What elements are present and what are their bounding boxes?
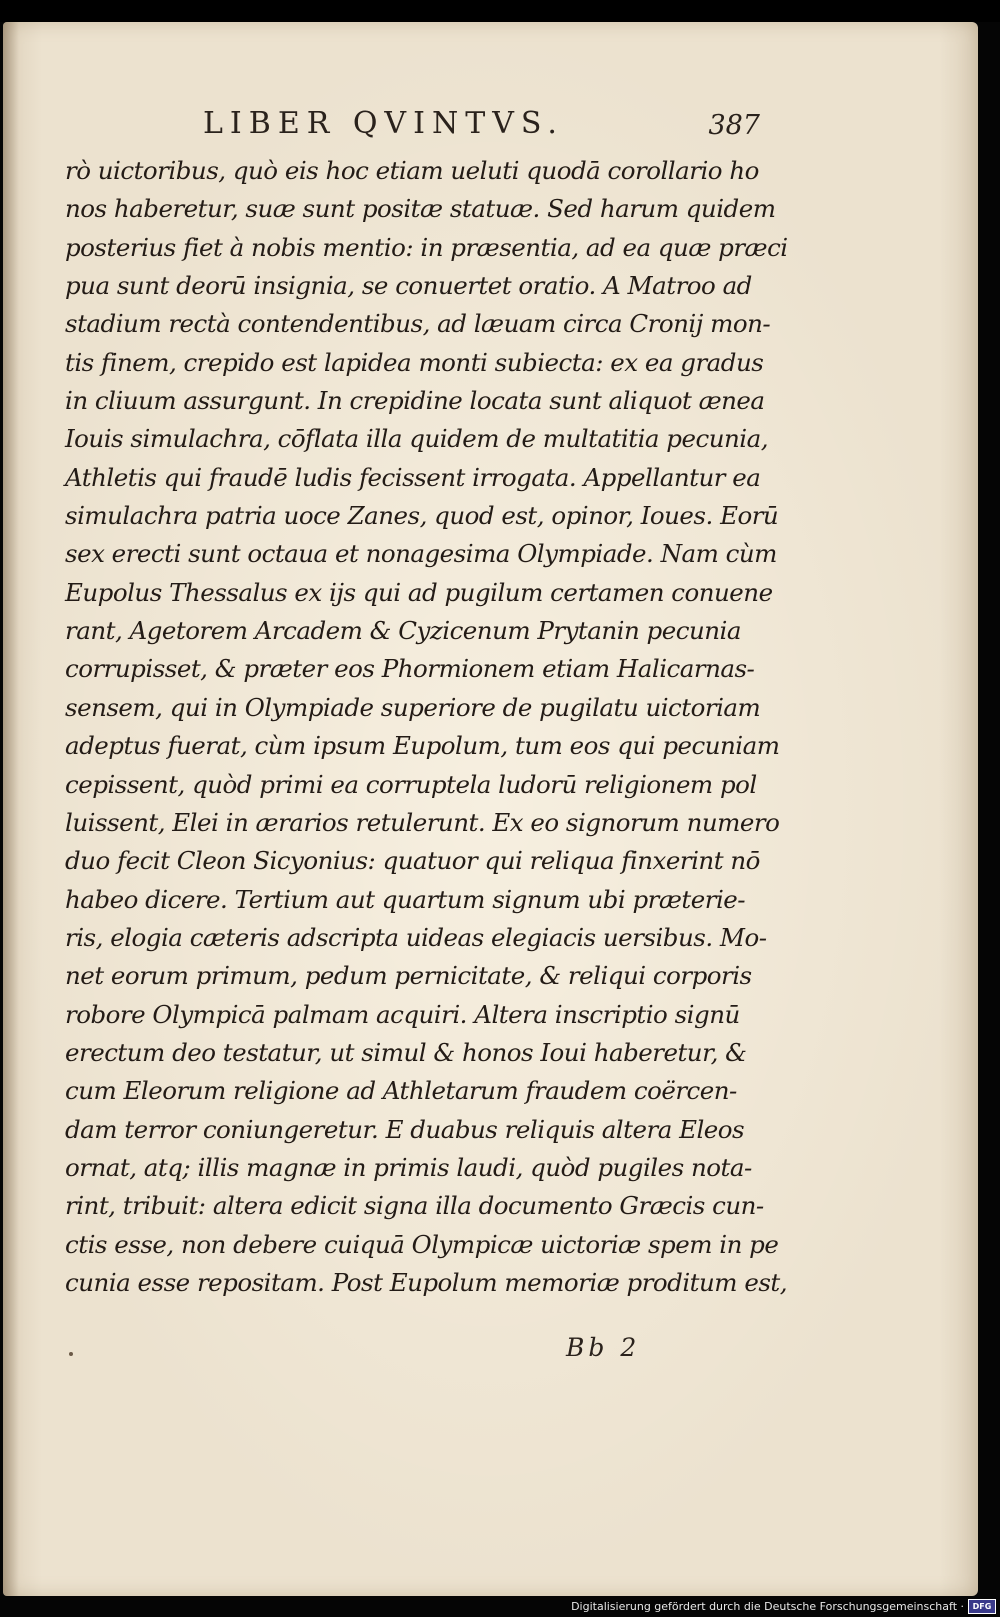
body-text bbox=[65, 152, 788, 1302]
text-line: ris, elogia cæteris adscripta uideas elegiacis uersibus. Mo- bbox=[65, 922, 767, 952]
text-line: ornat, atq; illis magnæ in primis laudi, quòd pugiles nota- bbox=[65, 1152, 752, 1182]
text-line: cunia esse repositam. Post Eupolum memoriæ proditum est, bbox=[65, 1267, 788, 1297]
text-line: ctis esse, non debere cuiquā Olympicæ uictoriæ spem in pe bbox=[65, 1229, 779, 1259]
text-line: Athletis qui fraudē ludis fecissent irrogata. Appellantur ea bbox=[65, 462, 761, 492]
text-line: rò uictoribus, quò eis hoc etiam ueluti quodā corollario ho bbox=[65, 156, 759, 185]
text-line: pua sunt deorū insignia, se conuertet oratio. A Matroo ad bbox=[65, 271, 752, 301]
page-number: 387 bbox=[708, 110, 760, 141]
text-line: net eorum primum, pedum pernicitate, & reliqui corporis bbox=[65, 961, 752, 991]
text-line: duo fecit Cleon Sicyonius: quatuor qui reliqua finxerint nō bbox=[65, 846, 760, 876]
text-line: Iouis simulachra, cōflata illa quidem de multatitia pecunia, bbox=[65, 424, 769, 454]
text-line: sensem, qui in Olympiade superiore de pugilatu uictoriam bbox=[65, 692, 761, 722]
text-line: robore Olympicā palmam acquiri. Altera inscriptio signū bbox=[65, 999, 740, 1029]
book-page bbox=[3, 22, 978, 1596]
text-line: in cliuum assurgunt. In crepidine locata sunt aliquot ænea bbox=[65, 386, 765, 416]
text-line: Eupolus Thessalus ex ijs qui ad pugilum certamen conuene bbox=[65, 577, 773, 607]
gutter-shadow bbox=[3, 22, 19, 1596]
text-line: corrupisset, & præter eos Phormionem etiam Halicarnas- bbox=[65, 654, 755, 684]
text-line: sex erecti sunt octaua et nonagesima Olympiade. Nam cùm bbox=[65, 539, 777, 569]
text-line: stadium rectà contendentibus, ad læuam circa Cronij mon- bbox=[65, 309, 771, 339]
dfg-logo-icon: DFG bbox=[968, 1599, 996, 1614]
text-line: habeo dicere. Tertium aut quartum signum ubi præterie- bbox=[65, 884, 746, 914]
signature-mark: Bb 2 bbox=[566, 1333, 641, 1362]
text-line: cum Eleorum religione ad Athletarum fraudem coërcen- bbox=[65, 1076, 737, 1106]
text-line: rant, Agetorem Arcadem & Cyzicenum Prytanin pecunia bbox=[65, 616, 741, 646]
text-line: erectum deo testatur, ut simul & honos Ioui haberetur, & bbox=[65, 1037, 747, 1067]
text-line: dam terror coniungeretur. E duabus reliquis altera Eleos bbox=[65, 1114, 745, 1144]
digitization-attribution bbox=[571, 1597, 996, 1615]
text-line: simulachra patria uoce Zanes, quod est, opinor, Ioues. Eorū bbox=[65, 501, 779, 531]
text-line: luissent, Elei in ærarios retulerunt. Ex eo signorum numero bbox=[65, 807, 780, 837]
text-line: tis finem, crepido est lapidea monti subiecta: ex ea gradus bbox=[65, 347, 764, 377]
text-line: adeptus fuerat, cùm ipsum Eupolum, tum eos qui pecuniam bbox=[65, 731, 780, 761]
text-line: cepissent, quòd primi ea corruptela ludorū religionem pol bbox=[65, 769, 757, 799]
text-line: rint, tribuit: altera edicit signa illa documento Græcis cun- bbox=[65, 1191, 764, 1221]
text-line: nos haberetur, suæ sunt positæ statuæ. Sed harum quidem bbox=[65, 194, 776, 224]
running-head: LIBER QVINTVS. bbox=[203, 106, 564, 141]
scan-top-border bbox=[0, 0, 1000, 22]
ink-speck bbox=[69, 1352, 73, 1356]
text-line: posterius fiet à nobis mentio: in præsentia, ad ea quæ præci bbox=[65, 232, 788, 262]
attribution-text: Digitalisierung gefördert durch die Deutsche Forschungsgemeinschaft · bbox=[571, 1599, 964, 1613]
